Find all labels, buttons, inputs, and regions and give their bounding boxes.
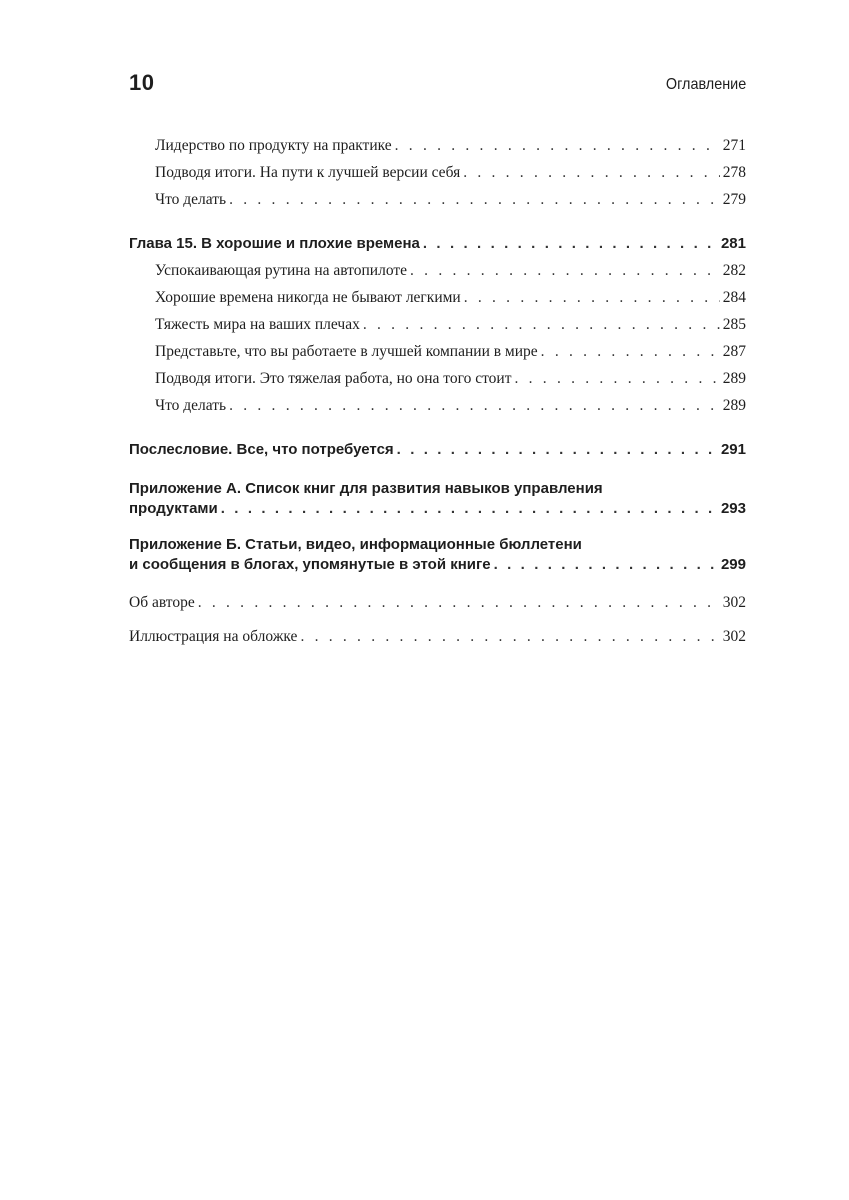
toc-chapter-title: Глава 15. В хорошие и плохие времена: [129, 235, 420, 252]
dot-leader: [515, 365, 720, 392]
toc-appendix-entry: [129, 479, 746, 519]
toc-entry: [129, 365, 746, 392]
dot-leader: [221, 499, 714, 519]
toc-entry-page: 278: [722, 164, 746, 181]
dot-leader: [229, 392, 720, 419]
dot-leader: [410, 257, 720, 284]
toc-entry-page: 284: [722, 289, 746, 306]
toc-appendix-title-line1: Приложение А. Список книг для развития навыков управления: [129, 480, 603, 497]
dot-leader: [397, 436, 714, 463]
dot-leader: [395, 132, 720, 159]
toc-entry-title: Подводя итоги. Это тяжелая работа, но она того стоит: [155, 370, 512, 387]
toc-entry-title: Что делать: [155, 191, 227, 208]
toc-chapter-entry: [129, 436, 746, 463]
toc-entry-page: 293: [720, 500, 746, 517]
toc-entry-title: Тяжесть мира на ваших плечах: [155, 316, 360, 333]
dot-leader: [300, 624, 719, 649]
toc-entry-title: Представьте, что вы работаете в лучшей компании в мире: [155, 343, 538, 360]
dot-leader: [463, 159, 720, 186]
toc-entry-page: 285: [722, 316, 746, 333]
toc-entry-page: 289: [722, 397, 746, 414]
toc-entry: [129, 624, 746, 649]
toc-entry-title: Хорошие времена никогда не бывают легкими: [155, 289, 461, 306]
toc-entry: [129, 257, 746, 284]
toc-entry-page: 282: [722, 262, 746, 279]
toc-entry: [129, 590, 746, 615]
toc-entry-title: Иллюстрация на обложке: [129, 628, 298, 645]
toc-appendix-title-line2: и сообщения в блогах, упомянутые в этой книге: [129, 556, 491, 573]
toc-appendix-title-line2: продуктами: [129, 500, 218, 517]
page-number: 10: [129, 70, 155, 95]
toc-entry-title: Подводя итоги. На пути к лучшей версии себя: [155, 164, 461, 181]
toc-entry: [129, 311, 746, 338]
toc-entry-page: 299: [720, 556, 746, 573]
toc-entry: [129, 159, 746, 186]
dot-leader: [229, 186, 720, 213]
toc-entry-title: Лидерство по продукту на практике: [155, 137, 392, 154]
toc-entry: [129, 338, 746, 365]
dot-leader: [494, 555, 714, 575]
toc-appendix-entry: [129, 535, 746, 575]
dot-leader: [363, 311, 720, 338]
toc-entry: [129, 186, 746, 213]
toc-entry-page: 302: [722, 594, 746, 611]
toc-entry-title: Об авторе: [129, 594, 195, 611]
toc-appendix-title-line1: Приложение Б. Статьи, видео, информационные бюллетени: [129, 536, 582, 553]
toc-entry-page: 279: [722, 191, 746, 208]
toc-appendix-title-line2-row: [129, 499, 746, 519]
toc-entry-page: 281: [720, 235, 746, 252]
toc-chapter-entry: [129, 230, 746, 257]
toc-entry-page: 289: [722, 370, 746, 387]
toc-entry-page: 287: [722, 343, 746, 360]
toc-appendix-title-line2-row: [129, 555, 746, 575]
dot-leader: [198, 590, 720, 615]
toc-entry-title: Что делать: [155, 397, 227, 414]
toc-entry-page: 302: [722, 628, 746, 645]
toc-entry: [129, 132, 746, 159]
toc-entry-title: Успокаивающая рутина на автопилоте: [155, 262, 408, 279]
dot-leader: [464, 284, 720, 311]
toc-chapter-title: Послесловие. Все, что потребуется: [129, 441, 394, 458]
dot-leader: [541, 338, 720, 365]
dot-leader: [423, 230, 714, 257]
toc-entry: [129, 392, 746, 419]
toc-appendix-title: [129, 535, 746, 575]
toc-entry-page: 271: [722, 137, 746, 154]
table-of-contents: [129, 132, 746, 649]
toc-entry-page: 291: [720, 441, 746, 458]
toc-entry: [129, 284, 746, 311]
toc-appendix-title: [129, 479, 746, 519]
running-head: Оглавление: [665, 76, 746, 93]
